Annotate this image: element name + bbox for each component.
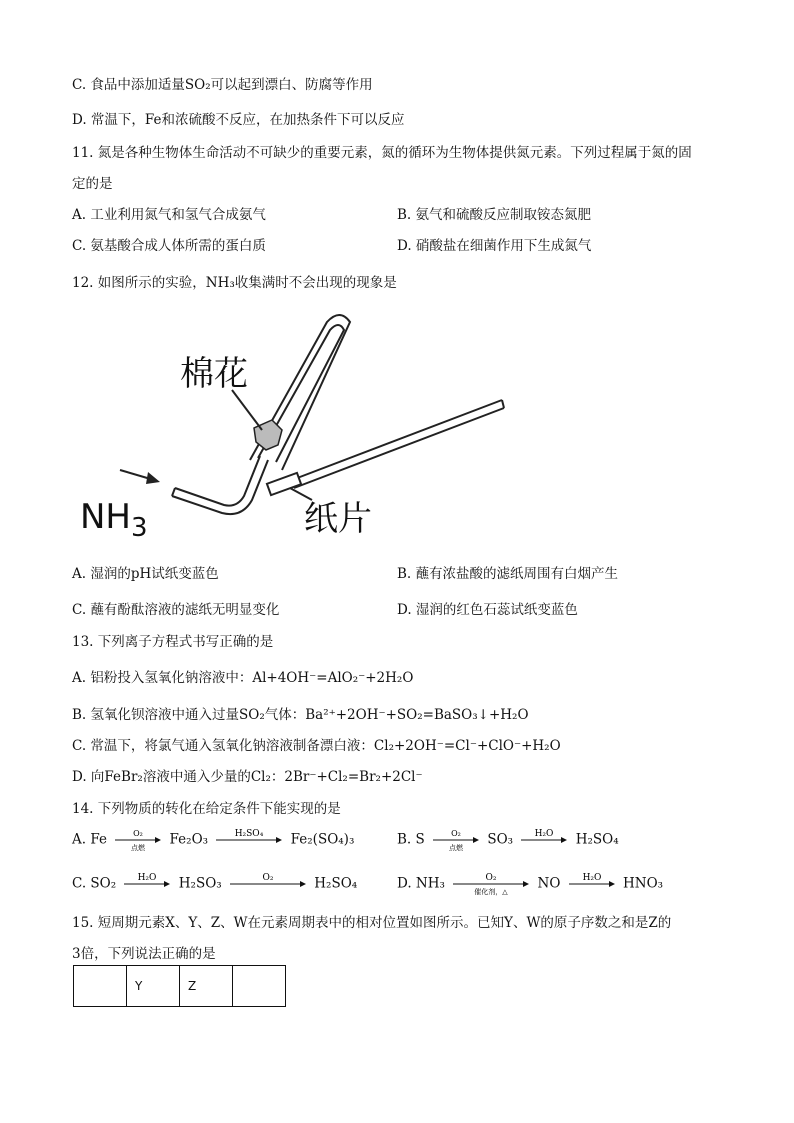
paper-holder <box>267 400 504 495</box>
question-14-option-d <box>397 872 663 896</box>
reaction-arrow <box>228 872 308 896</box>
reaction-arrow <box>122 872 172 896</box>
option-label: D. NH₃ <box>397 875 445 892</box>
svg-text:点燃: 点燃 <box>449 844 464 852</box>
question-12-option-a: A. 湿润的pH试纸变蓝色 <box>72 566 219 582</box>
table-cell <box>233 966 286 1007</box>
question-14-option-b <box>397 828 619 852</box>
question-11-stem-cont: 定的是 <box>72 176 113 192</box>
reaction-arrow <box>214 828 284 852</box>
question-12-option-c: C. 蘸有酚酞溶液的滤纸无明显变化 <box>72 602 280 618</box>
question-12-stem: 12. 如图所示的实验，NH₃收集满时不会出现的现象是 <box>72 275 397 291</box>
ammonia-collection-figure <box>72 300 512 554</box>
question-14-option-a <box>72 828 354 852</box>
intermediate-product: Fe₂O₃ <box>169 831 209 848</box>
question-12-option-d: D. 湿润的红色石蕊试纸变蓝色 <box>397 602 578 618</box>
svg-text:O₂: O₂ <box>133 829 144 838</box>
cotton-label: 棉花 <box>180 354 248 394</box>
intermediate-product: SO₃ <box>487 831 514 848</box>
svg-text:H₂O: H₂O <box>534 829 554 839</box>
intermediate-product: NO <box>537 875 561 892</box>
reaction-arrow <box>113 828 163 852</box>
svg-text:H₂O: H₂O <box>138 873 157 883</box>
svg-text:O₂: O₂ <box>262 873 274 883</box>
apparatus-diagram <box>72 300 512 550</box>
reaction-arrow <box>431 828 481 852</box>
option-label: B. S <box>397 831 425 848</box>
question-13-option-d: D. 向FeBr₂溶液中通入少量的Cl₂：2Br⁻+Cl₂=Br₂+2Cl⁻ <box>72 769 423 785</box>
question-13-option-a: A. 铝粉投入氢氧化钠溶液中：Al+4OH⁻=AlO₂⁻+2H₂O <box>72 670 414 686</box>
option-label: A. Fe <box>72 831 107 848</box>
reaction-arrow <box>567 872 617 896</box>
question-11-option-c: C. 氨基酸合成人体所需的蛋白质 <box>72 238 266 254</box>
table-row <box>74 966 286 1007</box>
question-12-option-b: B. 蘸有浓盐酸的滤纸周围有白烟产生 <box>397 566 619 582</box>
question-13-stem: 13. 下列离子方程式书写正确的是 <box>72 634 274 650</box>
svg-text:O₂: O₂ <box>485 873 497 883</box>
final-product: H₂SO₄ <box>314 875 358 892</box>
question-15-stem-cont: 3倍，下列说法正确的是 <box>72 946 216 962</box>
paper-label: 纸片 <box>304 499 372 539</box>
svg-text:H₂O: H₂O <box>582 873 602 883</box>
option-c-prev: C. 食品中添加适量SO₂可以起到漂白、防腐等作用 <box>72 77 373 93</box>
question-14-stem: 14. 下列物质的转化在给定条件下能实现的是 <box>72 801 341 817</box>
question-11-option-d: D. 硝酸盐在细菌作用下生成氮气 <box>397 238 592 254</box>
ammonia-label: $NH_3$ <box>80 497 148 543</box>
final-product: HNO₃ <box>623 875 664 892</box>
reaction-arrow <box>451 872 531 896</box>
svg-text:O₂: O₂ <box>451 829 461 838</box>
question-14-option-c <box>72 872 357 896</box>
question-11-option-a: A. 工业利用氮气和氢气合成氨气 <box>72 207 266 223</box>
question-15-stem: 15. 短周期元素X、Y、Z、W在元素周期表中的相对位置如图所示。已知Y、W的原子序数之和是Z的 <box>72 915 672 931</box>
option-label: C. SO₂ <box>72 875 117 892</box>
delivery-tube <box>172 456 268 514</box>
question-11-option-b: B. 氨气和硫酸反应制取铵态氮肥 <box>397 207 592 223</box>
final-product: H₂SO₄ <box>575 831 619 848</box>
table-cell: Z <box>180 966 233 1007</box>
svg-text:点燃: 点燃 <box>131 844 146 852</box>
question-13-option-b: B. 氢氧化钡溶液中通入过量SO₂气体：Ba²⁺+2OH⁻+SO₂=BaSO₃↓+H₂O <box>72 707 529 723</box>
svg-text:催化剂，△: 催化剂，△ <box>474 888 508 896</box>
table-cell <box>74 966 127 1007</box>
intermediate-product: H₂SO₃ <box>178 875 222 892</box>
periodic-table-fragment <box>73 965 286 1007</box>
option-d-prev: D. 常温下，Fe和浓硫酸不反应，在加热条件下可以反应 <box>72 112 405 128</box>
question-13-option-c: C. 常温下，将氯气通入氢氧化钠溶液制备漂白液：Cl₂+2OH⁻=Cl⁻+ClO⁻+H₂O <box>72 738 561 754</box>
question-11-stem: 11. 氮是各种生物体生命活动不可缺少的重要元素，氮的循环为生物体提供氮元素。下列过程属于氮的固 <box>72 145 692 161</box>
final-product: Fe₂(SO₄)₃ <box>290 831 355 848</box>
svg-text:H₂SO₄: H₂SO₄ <box>235 829 264 839</box>
reaction-arrow <box>519 828 569 852</box>
table-cell: Y <box>127 966 180 1007</box>
